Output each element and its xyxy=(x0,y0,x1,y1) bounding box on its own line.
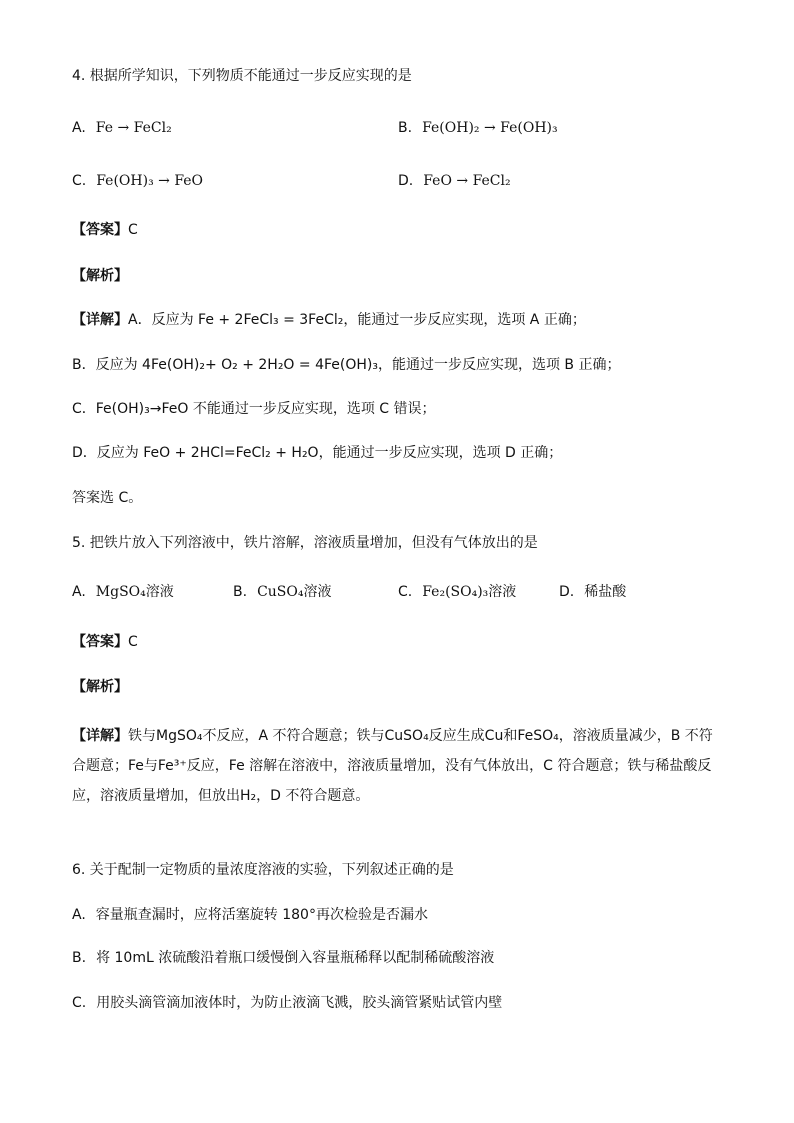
q6-option-c xyxy=(72,993,502,1013)
q4-detail-d: D．反应为 FeO + 2HCl=FeCl₂ + H₂O，能通过一步反应实现，选项 D 正确； xyxy=(72,445,563,461)
q6-option-b-text: 将 10mL 浓硫酸沿着瓶口缓慢倒入容量瓶稀释以配制稀硫酸溶液 xyxy=(96,950,495,966)
q5-answer-tag: 【答案】 xyxy=(72,634,128,650)
q6-option-b xyxy=(72,948,494,968)
q4-option-a-text: Fe → FeCl₂ xyxy=(95,120,172,136)
q5-analysis-tag xyxy=(72,677,128,697)
q6-option-c-label: C. xyxy=(72,995,87,1011)
q4-detail-c: C．Fe(OH)₃→FeO 不能通过一步反应实现，选项 C 错误； xyxy=(72,401,436,417)
q4-detail-a xyxy=(72,310,586,330)
q5-detail-tag: 【详解】 xyxy=(72,728,128,744)
q5-option-a-label: A. xyxy=(72,584,86,600)
q5-answer-value: C xyxy=(128,634,138,650)
q5-detail-text: 铁与MgSO₄不反应，A 不符合题意；铁与CuSO₄反应生成Cu和FeSO₄，溶液质量减少，B 不符合题意；Fe与Fe³⁺反应，Fe 溶解在溶液中，溶液质量增加，没有气体放出，C 符合题意；铁与稀盐酸反应，溶液质量增加，但放出H₂，D 不符合题意。 xyxy=(72,728,713,804)
q4-analysis-label: 【解析】 xyxy=(72,268,128,284)
q4-option-b xyxy=(398,118,558,138)
q4-option-b-text: Fe(OH)₂ → Fe(OH)₃ xyxy=(422,120,558,136)
q4-detail-a-text: A．反应为 Fe + 2FeCl₃ = 3FeCl₂，能通过一步反应实现，选项 A 正确； xyxy=(128,312,586,328)
q4-option-d xyxy=(398,171,511,191)
q4-option-d-label: D. xyxy=(398,173,414,189)
q5-answer xyxy=(72,632,138,652)
q5-option-c-text: Fe₂(SO₄)₃溶液 xyxy=(422,584,517,600)
q4-option-c-label: C. xyxy=(72,173,87,189)
q4-answer-value: C xyxy=(128,222,138,238)
q6-stem: 6. 关于配制一定物质的量浓度溶液的实验，下列叙述正确的是 xyxy=(72,862,454,878)
q4-option-b-label: B. xyxy=(398,120,413,136)
q4-option-c xyxy=(72,171,203,191)
q4-option-c-text: Fe(OH)₃ → FeO xyxy=(96,173,204,189)
q5-analysis-label: 【解析】 xyxy=(72,679,128,695)
q6-option-a-text: 容量瓶查漏时，应将活塞旋转 180°再次检验是否漏水 xyxy=(95,907,428,923)
q4-option-a xyxy=(72,118,172,138)
q4-answer-tag: 【答案】 xyxy=(72,222,128,238)
q5-option-b-label: B. xyxy=(233,584,248,600)
q5-option-b-text: CuSO₄溶液 xyxy=(257,584,332,600)
q4-answer xyxy=(72,220,138,240)
q5-detail xyxy=(72,721,724,811)
q6-option-c-text: 用胶头滴管滴加液体时，为防止液滴飞溅，胶头滴管紧贴试管内壁 xyxy=(96,995,503,1011)
q5-option-a xyxy=(72,582,174,602)
q5-option-c-label: C. xyxy=(398,584,413,600)
q4-option-d-text: FeO → FeCl₂ xyxy=(423,173,511,189)
q5-option-c xyxy=(398,582,516,602)
q5-option-d-text: 稀盐酸 xyxy=(584,584,627,600)
q4-stem: 4. 根据所学知识，下列物质不能通过一步反应实现的是 xyxy=(72,68,412,84)
q6-option-a-label: A. xyxy=(72,907,86,923)
q4-analysis-tag xyxy=(72,266,128,286)
q5-option-d-label: D. xyxy=(559,584,575,600)
q5-option-d xyxy=(559,582,626,602)
q4-conclusion: 答案选 C。 xyxy=(72,490,143,506)
q4-detail-tag: 【详解】 xyxy=(72,312,128,328)
q6-option-b-label: B. xyxy=(72,950,87,966)
q5-option-b xyxy=(233,582,331,602)
q5-stem: 5. 把铁片放入下列溶液中，铁片溶解，溶液质量增加，但没有气体放出的是 xyxy=(72,535,538,551)
q6-option-a xyxy=(72,905,428,925)
q4-detail-b: B．反应为 4Fe(OH)₂+ O₂ + 2H₂O = 4Fe(OH)₃，能通过一步反应实现，选项 B 正确； xyxy=(72,357,621,373)
q4-option-a-label: A. xyxy=(72,120,86,136)
q5-option-a-text: MgSO₄溶液 xyxy=(95,584,174,600)
